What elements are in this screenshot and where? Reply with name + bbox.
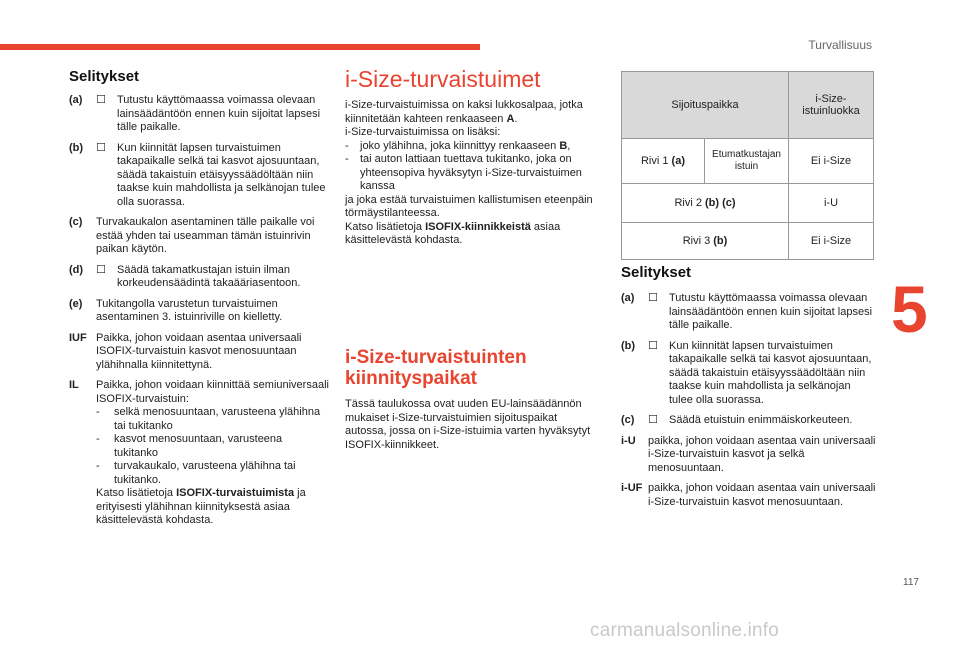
legend-key: (a) bbox=[69, 94, 83, 106]
dash-marker: - bbox=[96, 406, 100, 418]
header-accent-bar bbox=[0, 44, 480, 50]
chapter-number: 5 bbox=[891, 272, 928, 346]
bullet-text: kasvot menosuuntaan, varusteena tukitanko bbox=[114, 433, 283, 459]
checkbox-marker-icon: ☐ bbox=[648, 339, 658, 352]
reference-link-text: ISOFIX-turvaistuimista bbox=[176, 487, 295, 499]
dash-marker: - bbox=[345, 139, 349, 152]
intro-line: i-Size-turvaistuimissa on lisäksi: bbox=[345, 126, 501, 138]
legend-text: Paikka, johon voidaan asentaa universaali ISOFIX-turvaistuin kasvot menosuuntaan ylähihnalla kiinnitettynä. bbox=[96, 331, 302, 371]
legend-text: Tutustu käyttömaassa voimassa olevaan lainsäädäntöön ennen kuin sijoitat lapsesi tälle paikalle. bbox=[117, 94, 321, 133]
list-item bbox=[96, 460, 329, 487]
checkbox-marker-icon: ☐ bbox=[96, 263, 106, 276]
left-legend bbox=[69, 94, 329, 535]
legend-key: (d) bbox=[69, 263, 84, 276]
legend-key: (c) bbox=[69, 216, 83, 228]
row-label: Rivi 3 bbox=[682, 235, 714, 247]
section-title: Turvallisuus bbox=[808, 38, 872, 52]
table-cell bbox=[622, 223, 789, 260]
left-legend-title: Selitykset bbox=[69, 68, 140, 85]
bullet-text: turvakaukalo, varusteena ylähihna tai tukitanko. bbox=[114, 460, 296, 486]
bullet-text: joko ylähihna, joka kiinnittyy renkaaseen bbox=[360, 139, 560, 152]
checkbox-marker-icon: ☐ bbox=[96, 141, 106, 154]
legend-text: Tutustu käyttömaassa voimassa olevaan lainsäädäntöön ennen kuin sijoitat lapsesi tälle paikalle. bbox=[669, 292, 873, 331]
list-item bbox=[621, 482, 876, 509]
list-item bbox=[96, 433, 329, 460]
legend-key: i-U bbox=[621, 434, 636, 447]
table-cell: Ei i-Size bbox=[789, 223, 874, 260]
legend-key: (a) bbox=[621, 292, 635, 304]
legend-key: IUF bbox=[69, 331, 87, 344]
table-cell: Etumatkustajan istuin bbox=[705, 139, 789, 184]
legend-text: Säädä etuistuin enimmäiskorkeuteen. bbox=[669, 414, 853, 426]
row-ref: (b) (c) bbox=[705, 197, 736, 209]
list-item bbox=[345, 153, 595, 194]
list-item bbox=[69, 264, 329, 291]
row-label: Rivi 1 bbox=[640, 155, 672, 167]
table-cell: i-U bbox=[789, 184, 874, 223]
legend-text: Kun kiinnität lapsen turvaistuimen takapaikalle selkä tai kasvot ajosuuntaan, säädä takaistuin etäisyyssäädöltään niin taakse kuin mahdollista ja selkänojan tulee olla suorassa. bbox=[117, 141, 326, 208]
list-item bbox=[621, 435, 876, 476]
list-item bbox=[69, 94, 329, 135]
intro-line: i-Size-turvaistuimissa on kaksi lukkosalpaa, jotka kiinnitetään kahteen renkaaseen bbox=[345, 99, 583, 125]
list-item bbox=[621, 414, 876, 428]
bullet-punct: , bbox=[567, 139, 571, 152]
reference-note bbox=[345, 221, 595, 248]
legend-text: Paikka, johon voidaan kiinnittää semiuniversaali ISOFIX-turvaistuin: bbox=[96, 379, 329, 405]
legend-text: paikka, johon voidaan asentaa vain universaali i-Size-turvaistuin kasvot menosuuntaan. bbox=[648, 482, 876, 508]
row-label: Rivi 2 bbox=[674, 197, 705, 209]
legend-key: i-UF bbox=[621, 482, 643, 494]
dash-marker: - bbox=[96, 433, 100, 445]
ring-label: A bbox=[506, 112, 515, 125]
legend-text: Kun kiinnität lapsen turvaistuimen takapaikalle selkä tai kasvot ajosuuntaan, säädä takaistuin etäisyyssäädöltään niin taakse kuin mahdollista ja selkänojan tulee olla suorassa. bbox=[669, 339, 872, 406]
list-item bbox=[96, 406, 329, 433]
outro-text: ja joka estää turvaistuimen kallistumisen eteenpäin törmäystilanteessa. bbox=[345, 193, 593, 219]
table-header-cell: Sijoituspaikka bbox=[622, 72, 789, 139]
ring-label: B bbox=[559, 139, 568, 152]
checkbox-marker-icon: ☐ bbox=[96, 94, 106, 106]
legend-key: (e) bbox=[69, 297, 83, 310]
section-heading: i-Size-turvaistuinten kiinnityspaikat bbox=[345, 347, 527, 389]
list-item bbox=[69, 332, 329, 373]
watermark: carmanualsonline.info bbox=[590, 620, 780, 641]
isize-table bbox=[621, 71, 874, 260]
checkbox-marker-icon: ☐ bbox=[648, 414, 658, 426]
bullet-text: selkä menosuuntaan, varusteena ylähihna tai tukitanko bbox=[114, 406, 321, 432]
legend-text: Turvakaukalon asentaminen tälle paikalle voi estää yhden tai useamman tämän istuinrivin paikan käytön. bbox=[96, 216, 315, 255]
legend-text: Säädä takamatkustajan istuin ilman korkeudensäädintä takaääriasentoon. bbox=[117, 263, 301, 289]
list-item bbox=[621, 292, 876, 333]
intro-text bbox=[345, 99, 595, 248]
table-row bbox=[622, 184, 874, 223]
table-cell bbox=[622, 184, 789, 223]
reference-link-text: ISOFIX-kiinnikkeistä bbox=[425, 220, 531, 233]
legend-key: (b) bbox=[621, 339, 636, 352]
list-item bbox=[621, 340, 876, 408]
table-cell bbox=[622, 139, 705, 184]
right-legend bbox=[621, 292, 876, 516]
reference-note bbox=[96, 487, 329, 528]
dash-marker: - bbox=[96, 460, 100, 472]
bullet-text: tai auton lattiaan tuettava tukitanko, joka on yhteensopiva hyväksytyn i-Size-turvaistuimen kanssa bbox=[360, 153, 582, 192]
list-item bbox=[69, 216, 329, 257]
right-legend-title: Selitykset bbox=[621, 264, 692, 281]
reference-prefix: Katso lisätietoja bbox=[96, 487, 177, 499]
table-row bbox=[622, 139, 874, 184]
legend-key: IL bbox=[69, 379, 79, 391]
reference-suffix: ja erityisesti ylähihnan kiinnityksestä asiaa käsittelevästä kohdasta. bbox=[96, 487, 306, 526]
reference-prefix: Katso lisätietoja bbox=[345, 220, 426, 233]
page-number: 117 bbox=[903, 577, 919, 588]
intro-punct: . bbox=[514, 112, 518, 125]
list-item bbox=[345, 140, 595, 154]
legend-key: (b) bbox=[69, 141, 84, 154]
section-paragraph: Tässä taulukossa ovat uuden EU-lainsäädännön mukaiset i-Size-turvaistuimien sijoituspaikat autossa, jossa on i-Size-istuimia varten hyväksytyt ISOFIX-kiinnikkeet. bbox=[345, 398, 591, 451]
page-title: i-Size-turvaistuimet bbox=[345, 66, 541, 92]
reference-suffix: asiaa käsittelevästä kohdasta. bbox=[345, 220, 561, 246]
dash-marker: - bbox=[345, 153, 349, 165]
table-row bbox=[622, 223, 874, 260]
legend-key: (c) bbox=[621, 414, 635, 426]
checkbox-marker-icon: ☐ bbox=[648, 292, 658, 304]
table-header-cell: i-Size-istuinluokka bbox=[789, 72, 874, 139]
row-ref: (b) bbox=[713, 235, 728, 247]
table-cell: Ei i-Size bbox=[789, 139, 874, 184]
list-item bbox=[69, 298, 329, 325]
legend-text: paikka, johon voidaan asentaa vain universaali i-Size-turvaistuin kasvot ja selkä menosuuntaan. bbox=[648, 434, 876, 474]
row-ref: (a) bbox=[671, 155, 685, 167]
list-item bbox=[69, 379, 329, 528]
list-item bbox=[69, 142, 329, 210]
table-header-row bbox=[622, 72, 874, 139]
legend-text: Tukitangolla varustetun turvaistuimen asentaminen 3. istuinriville on kielletty. bbox=[96, 297, 283, 323]
